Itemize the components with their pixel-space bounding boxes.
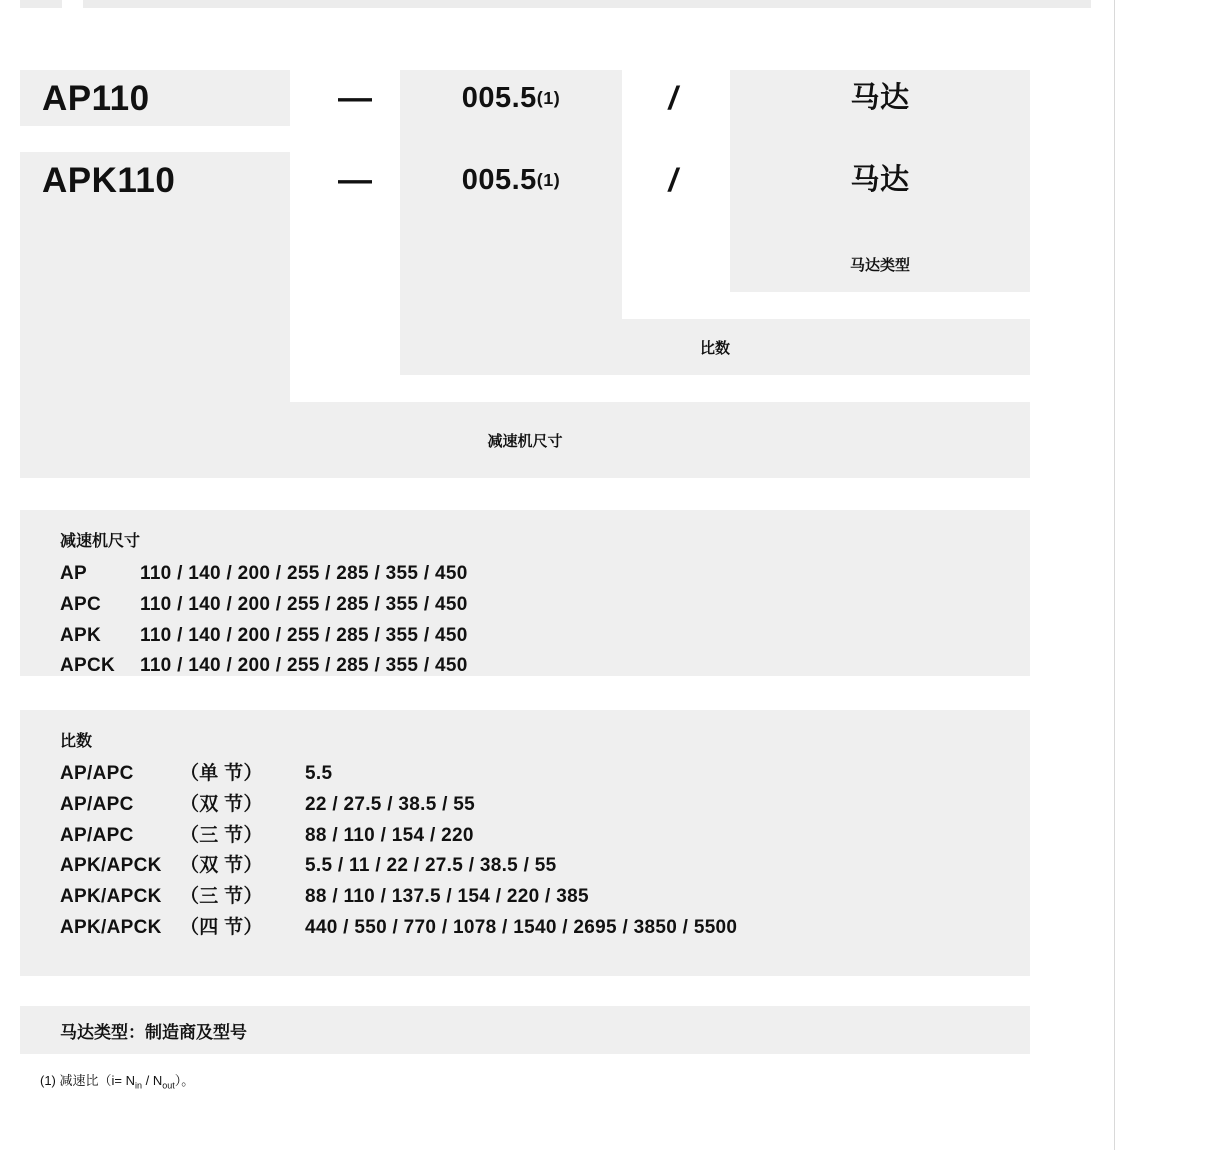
table-row: [60, 821, 1030, 852]
footnote-sub-in: in: [134, 1080, 142, 1091]
ratio-value-row1: 005.5: [461, 81, 537, 114]
ratio-footnote-marker-row2: (1): [536, 170, 561, 190]
leader-motor-column-1: [730, 126, 1030, 152]
leader-size-column: [20, 208, 290, 402]
ratio-row-value: 440 / 550 / 770 / 1078 / 1540 / 2695 / 3850 / 5500: [305, 916, 738, 938]
ratio-row-key: AP/APC: [60, 763, 134, 784]
slash-separator-2: /: [668, 161, 678, 198]
header-strip-right: [83, 0, 1091, 8]
ratio-row-stage: （三 节）: [180, 824, 263, 846]
size-row-key: AP: [60, 563, 87, 584]
ratio-value-row2: 005.5: [461, 163, 537, 196]
ratio-row-value: 88 / 110 / 154 / 220: [305, 824, 474, 846]
callout-gearbox-size: 减速机尺寸: [20, 402, 1030, 478]
leader-motor-column-2: [730, 208, 1030, 236]
code-text-ap110: AP110: [42, 78, 150, 118]
size-row-key: APCK: [60, 655, 116, 677]
ratio-row-stage: （双 节）: [180, 855, 263, 877]
table-row: [60, 913, 1030, 944]
table-row: [60, 759, 1030, 790]
table-row: [60, 882, 1030, 913]
footnote-suffix: ）。: [174, 1073, 195, 1088]
code-text-apk110: APK110: [42, 160, 176, 200]
panel-gearbox-sizes: [20, 510, 1030, 676]
table-row: [60, 790, 1030, 821]
motor-text-row1: 马达: [850, 81, 910, 114]
ratio-row-value: 5.5 / 11 / 22 / 27.5 / 38.5 / 55: [305, 855, 557, 877]
ratio-row-stage: （双 节）: [180, 793, 263, 815]
header-strip-left: [20, 0, 62, 8]
footnote-mid: / N: [142, 1073, 163, 1088]
dash-separator-1: —: [338, 78, 372, 117]
ratio-row-stage: （四 节）: [180, 916, 263, 938]
panel-ratios-title: 比数: [60, 733, 93, 750]
code-cell-ap110: [20, 70, 290, 126]
ratio-row-value: 88 / 110 / 137.5 / 154 / 220 / 385: [305, 886, 589, 908]
ratio-row-key: AP/APC: [60, 793, 134, 815]
panel-motor-type: [20, 1006, 1030, 1054]
table-row: [60, 590, 1030, 621]
dash-separator-2: —: [338, 160, 372, 199]
table-row: [60, 851, 1030, 882]
size-row-value: 110 / 140 / 200 / 255 / 285 / 355 / 450: [140, 593, 468, 615]
footnote-sub-out: out: [162, 1080, 175, 1091]
motor-text-row2: 马达: [850, 163, 910, 196]
size-row-value: 110 / 140 / 200 / 255 / 285 / 355 / 450: [140, 624, 468, 646]
ratio-row-key: APK/APCK: [60, 916, 162, 938]
ratio-row-key: APK/APCK: [60, 886, 162, 908]
motor-type-line: 马达类型：制造商及型号: [60, 1022, 247, 1042]
size-row-value: 110 / 140 / 200 / 255 / 285 / 355 / 450: [140, 655, 468, 677]
callout-motor-type: 马达类型: [730, 236, 1030, 292]
ratio-row-stage: （三 节）: [180, 886, 263, 908]
motor-cell-row1: [730, 70, 1030, 126]
footnote: [40, 1070, 194, 1091]
code-cell-apk110: [20, 152, 290, 208]
slash-separator-1: /: [668, 79, 678, 116]
size-row-key: APC: [60, 593, 102, 615]
table-row: [60, 621, 1030, 652]
ratio-row-value: 5.5: [305, 763, 333, 784]
footnote-prefix: (1) 减速比（i= N: [40, 1073, 135, 1088]
size-row-key: APK: [60, 624, 102, 646]
table-row: [60, 651, 1030, 682]
motor-cell-row2: [730, 152, 1030, 208]
callout-ratio: 比数: [400, 319, 1030, 375]
ratio-cell-row2: [400, 152, 622, 208]
panel-ratios: [20, 710, 1030, 976]
ratio-footnote-marker-row1: (1): [536, 88, 561, 108]
ratio-row-stage: （单 节）: [180, 763, 263, 784]
ratio-row-key: AP/APC: [60, 824, 134, 846]
ratio-row-value: 22 / 27.5 / 38.5 / 55: [305, 793, 476, 815]
page-edge-rule: [1114, 0, 1115, 1150]
panel-gearbox-sizes-title: 减速机尺寸: [60, 533, 141, 550]
ratio-cell-row1: [400, 70, 622, 126]
table-row: [60, 559, 1030, 590]
size-row-value: 110 / 140 / 200 / 255 / 285 / 355 / 450: [140, 563, 468, 584]
ratio-row-key: APK/APCK: [60, 855, 162, 877]
